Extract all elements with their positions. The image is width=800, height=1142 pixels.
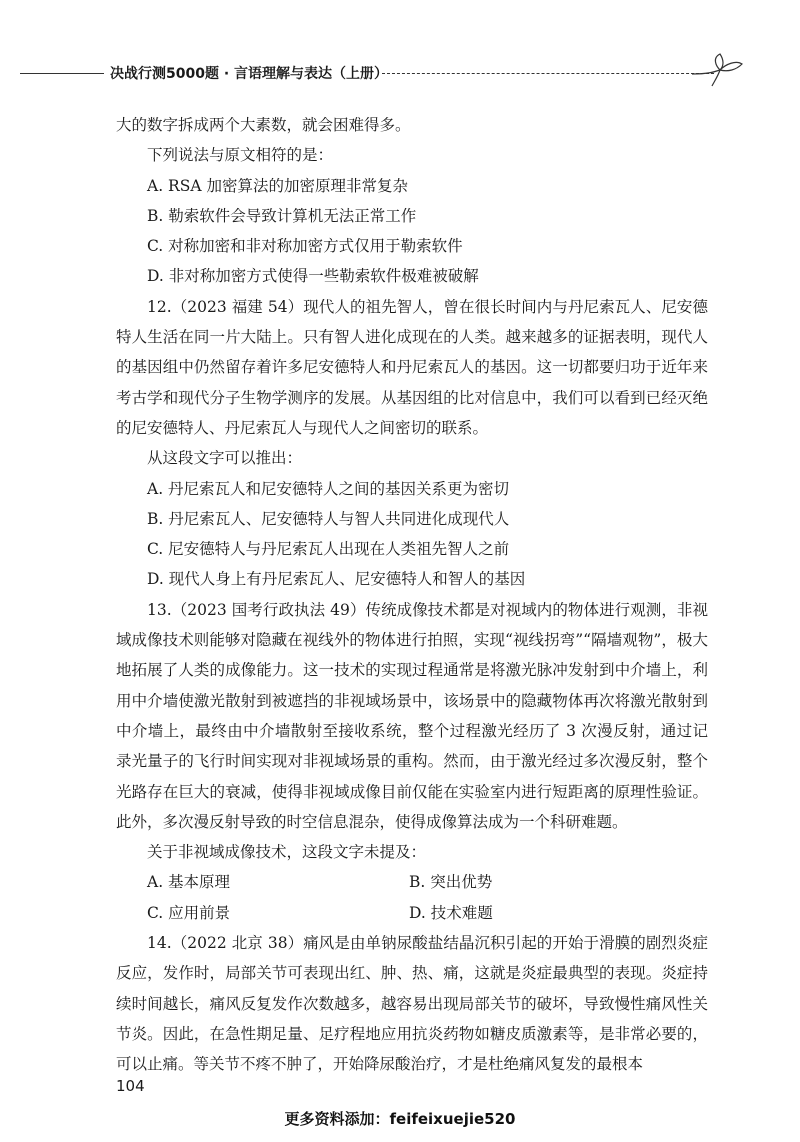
q11-option-b: B. 勒索软件会导致计算机无法正常工作 [147, 206, 417, 225]
q12-option-a: A. 丹尼索瓦人和尼安德特人之间的基因关系更为密切 [147, 479, 510, 498]
header-rule-right [382, 73, 714, 74]
q11-prompt: 下列说法与原文相符的是： [147, 146, 334, 165]
page-body [116, 110, 708, 1080]
q13-option-c: C. 应用前景 [147, 903, 231, 922]
q13-options-row-2 [116, 898, 708, 928]
footer-note: 更多资料添加：feifeixuejie520 [284, 1110, 516, 1128]
q12-prompt: 从这段文字可以推出： [147, 449, 303, 468]
q11-option-a: A. RSA 加密算法的加密原理非常复杂 [147, 176, 408, 195]
q12-option-b: B. 丹尼索瓦人、尼安德特人与智人共同进化成现代人 [147, 509, 510, 528]
header-rule-left [20, 73, 104, 74]
continuation-text: 大的数字拆成两个大素数，就会困难得多。 [116, 116, 411, 134]
leaf-sprout-icon [690, 52, 750, 88]
q13-option-b: B. 突出优势 [409, 873, 493, 892]
q14-passage: 14.（2022 北京 38）痛风是由单钠尿酸盐结晶沉积引起的开始于滑膜的剧烈炎症反应，发作时，局部关节可表现出红、肿、热、痛，这就是炎症最典型的表现。炎症持续时间越长，痛风反复发作次数越多，越容易出现局部关节的破坏，导致慢性痛风性关节炎。因此，在急性期足量、足疗程地应用抗炎药物如糖皮质激素等，是非常必要的，可以止痛。等关节不疼不肿了，开始降尿酸治疗，才是杜绝痛风复发的最根本 [116, 934, 708, 1074]
q13-option-d: D. 技术难题 [409, 903, 493, 922]
q11-option-c: C. 对称加密和非对称加密方式仅用于勒索软件 [147, 237, 463, 256]
q12-passage: 12.（2023 福建 54）现代人的祖先智人，曾在很长时间内与丹尼索瓦人、尼安德特人生活在同一片大陆上。只有智人进化成现在的人类。越来越多的证据表明，现代人的基因组中仍然留存着许多尼安德特人和丹尼索瓦人的基因。这一切都要归功于近年来考古学和现代分子生物学测序的发展。从基因组的比对信息中，我们可以看到已经灭绝的尼安德特人、丹尼索瓦人与现代人之间密切的联系。 [116, 297, 708, 437]
running-header [20, 52, 780, 92]
q13-passage: 13.（2023 国考行政执法 49）传统成像技术都是对视域内的物体进行观测，非视域成像技术则能够对隐藏在视线外的物体进行拍照，实现“视线拐弯”“隔墙观物”，极大地拓展了人类的成像能力。这一技术的实现过程通常是将激光脉冲发射到中介墙上，利用中介墙使激光散射到被遮挡的非视域场景中，该场景中的隐藏物体再次将激光散射到中介墙上，最终由中介墙散射至接收系统，整个过程激光经历了 3 次漫反射，通过记录光量子的飞行时间实现对非视域场景的重构。然而，由于激光经过多次漫反射，整个光路存在巨大的衰减，使得非视域成像目前仅能在实验室内进行短距离的原理性验证。此外，多次漫反射导致的时空信息混杂，使得成像算法成为一个科研难题。 [116, 600, 708, 831]
book-title: 决战行测5000题 · 言语理解与表达（上册） [110, 66, 389, 82]
q11-option-d: D. 非对称加密方式使得一些勒索软件极难被破解 [147, 267, 479, 286]
q13-prompt: 关于非视域成像技术，这段文字未提及： [147, 843, 427, 862]
q12-option-d: D. 现代人身上有丹尼索瓦人、尼安德特人和智人的基因 [147, 570, 526, 589]
q13-options-row-1 [116, 867, 708, 897]
page-number: 104 [116, 1077, 145, 1095]
q13-option-a: A. 基本原理 [147, 873, 231, 892]
q12-option-c: C. 尼安德特人与丹尼索瓦人出现在人类祖先智人之前 [147, 540, 510, 559]
